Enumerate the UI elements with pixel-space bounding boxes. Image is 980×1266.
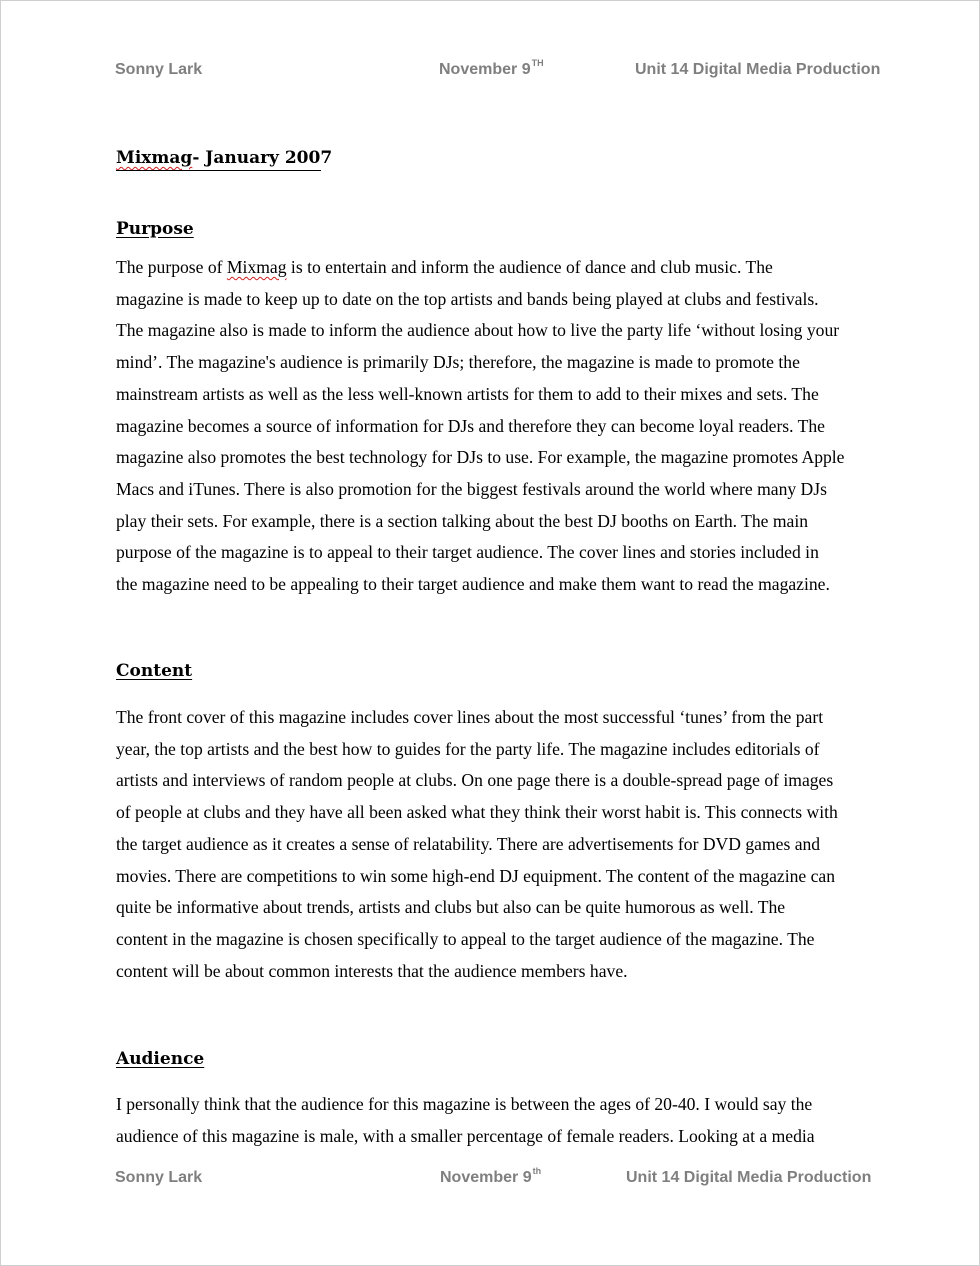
content-line-6: movies. There are competitions to win some high-end DJ equipment. The content of the magazine can	[116, 865, 836, 886]
purpose-line-6: magazine becomes a source of information for DJs and therefore they can become loyal readers. The	[116, 415, 825, 436]
footer-date	[440, 1166, 542, 1187]
purpose-line-1: The purpose of Mixmag is to entertain and inform the audience of dance and club music. The	[116, 257, 773, 277]
header-author: Sonny Lark	[115, 61, 203, 78]
content-line-2: year, the top artists and the best how to guides for the party life. The magazine includes editorials of	[116, 738, 820, 759]
purpose-line-3: The magazine also is made to inform the audience about how to live the party life ‘without losing your	[116, 320, 840, 341]
purpose-line-5: mainstream artists as well as the less well-known artists for them to add to their mixes and sets. The	[116, 383, 819, 404]
title-rest: - January 2007	[192, 148, 333, 168]
audience-paragraph	[116, 1089, 866, 1152]
content-paragraph	[116, 702, 866, 987]
mixmag-word: Mixmag	[226, 257, 287, 277]
header-date-main: November 9	[439, 61, 531, 78]
header-unit: Unit 14 Digital Media Production	[635, 61, 881, 78]
footer-author: Sonny Lark	[115, 1169, 203, 1186]
header-date	[439, 58, 544, 79]
audience-line-1: I personally think that the audience for this magazine is between the ages of 20-40. I would say the	[116, 1094, 813, 1114]
purpose-line-7: magazine also promotes the best technology for DJs to use. For example, the magazine promotes Apple	[116, 447, 845, 468]
content-line-1: The front cover of this magazine includes cover lines about the most successful ‘tunes’ from the part	[116, 707, 824, 727]
content-heading: Content	[116, 661, 193, 681]
content-line-8: content in the magazine is chosen specifically to appeal to the target audience of the magazine. The	[116, 928, 815, 949]
content-line-4: of people at clubs and they have all been asked what they think their worst habit is. This connects with	[116, 802, 838, 823]
audience-heading: Audience	[116, 1049, 205, 1069]
purpose-heading: Purpose	[116, 219, 194, 239]
content-line-9: content will be about common interests that the audience members have.	[116, 960, 628, 981]
purpose-paragraph	[116, 252, 866, 601]
document-title	[116, 148, 332, 168]
purpose-line-11: the magazine need to be appealing to their target audience and make them want to read the magazine.	[116, 574, 830, 595]
purpose-line-4: mind’. The magazine's audience is primarily DJs; therefore, the magazine is made to promote the	[116, 352, 800, 373]
title-word: Mixmag	[116, 148, 193, 168]
footer-date-suffix: th	[532, 1166, 542, 1176]
content-line-5: the target audience as it creates a sense of relatability. There are advertisements for DVD games and	[116, 833, 821, 854]
footer-unit: Unit 14 Digital Media Production	[626, 1169, 872, 1186]
audience-line-2: audience of this magazine is male, with a smaller percentage of female readers. Looking at a media	[116, 1125, 815, 1146]
purpose-line-8: Macs and iTunes. There is also promotion for the biggest festivals around the world where many DJs	[116, 478, 827, 499]
header-date-suffix: TH	[531, 58, 544, 68]
purpose-line-2: magazine is made to keep up to date on the top artists and bands being played at clubs and festivals.	[116, 288, 819, 309]
title-underline	[116, 170, 321, 171]
purpose-line-9: play their sets. For example, there is a section talking about the best DJ booths on Earth. The main	[116, 510, 809, 531]
content-line-3: artists and interviews of random people at clubs. On one page there is a double-spread page of images	[116, 770, 834, 791]
footer-date-main: November 9	[440, 1169, 532, 1186]
purpose-line-10: purpose of the magazine is to appeal to their target audience. The cover lines and stories included in	[116, 542, 819, 563]
content-line-7: quite be informative about trends, artists and clubs but also can be quite humorous as well. The	[116, 897, 786, 918]
